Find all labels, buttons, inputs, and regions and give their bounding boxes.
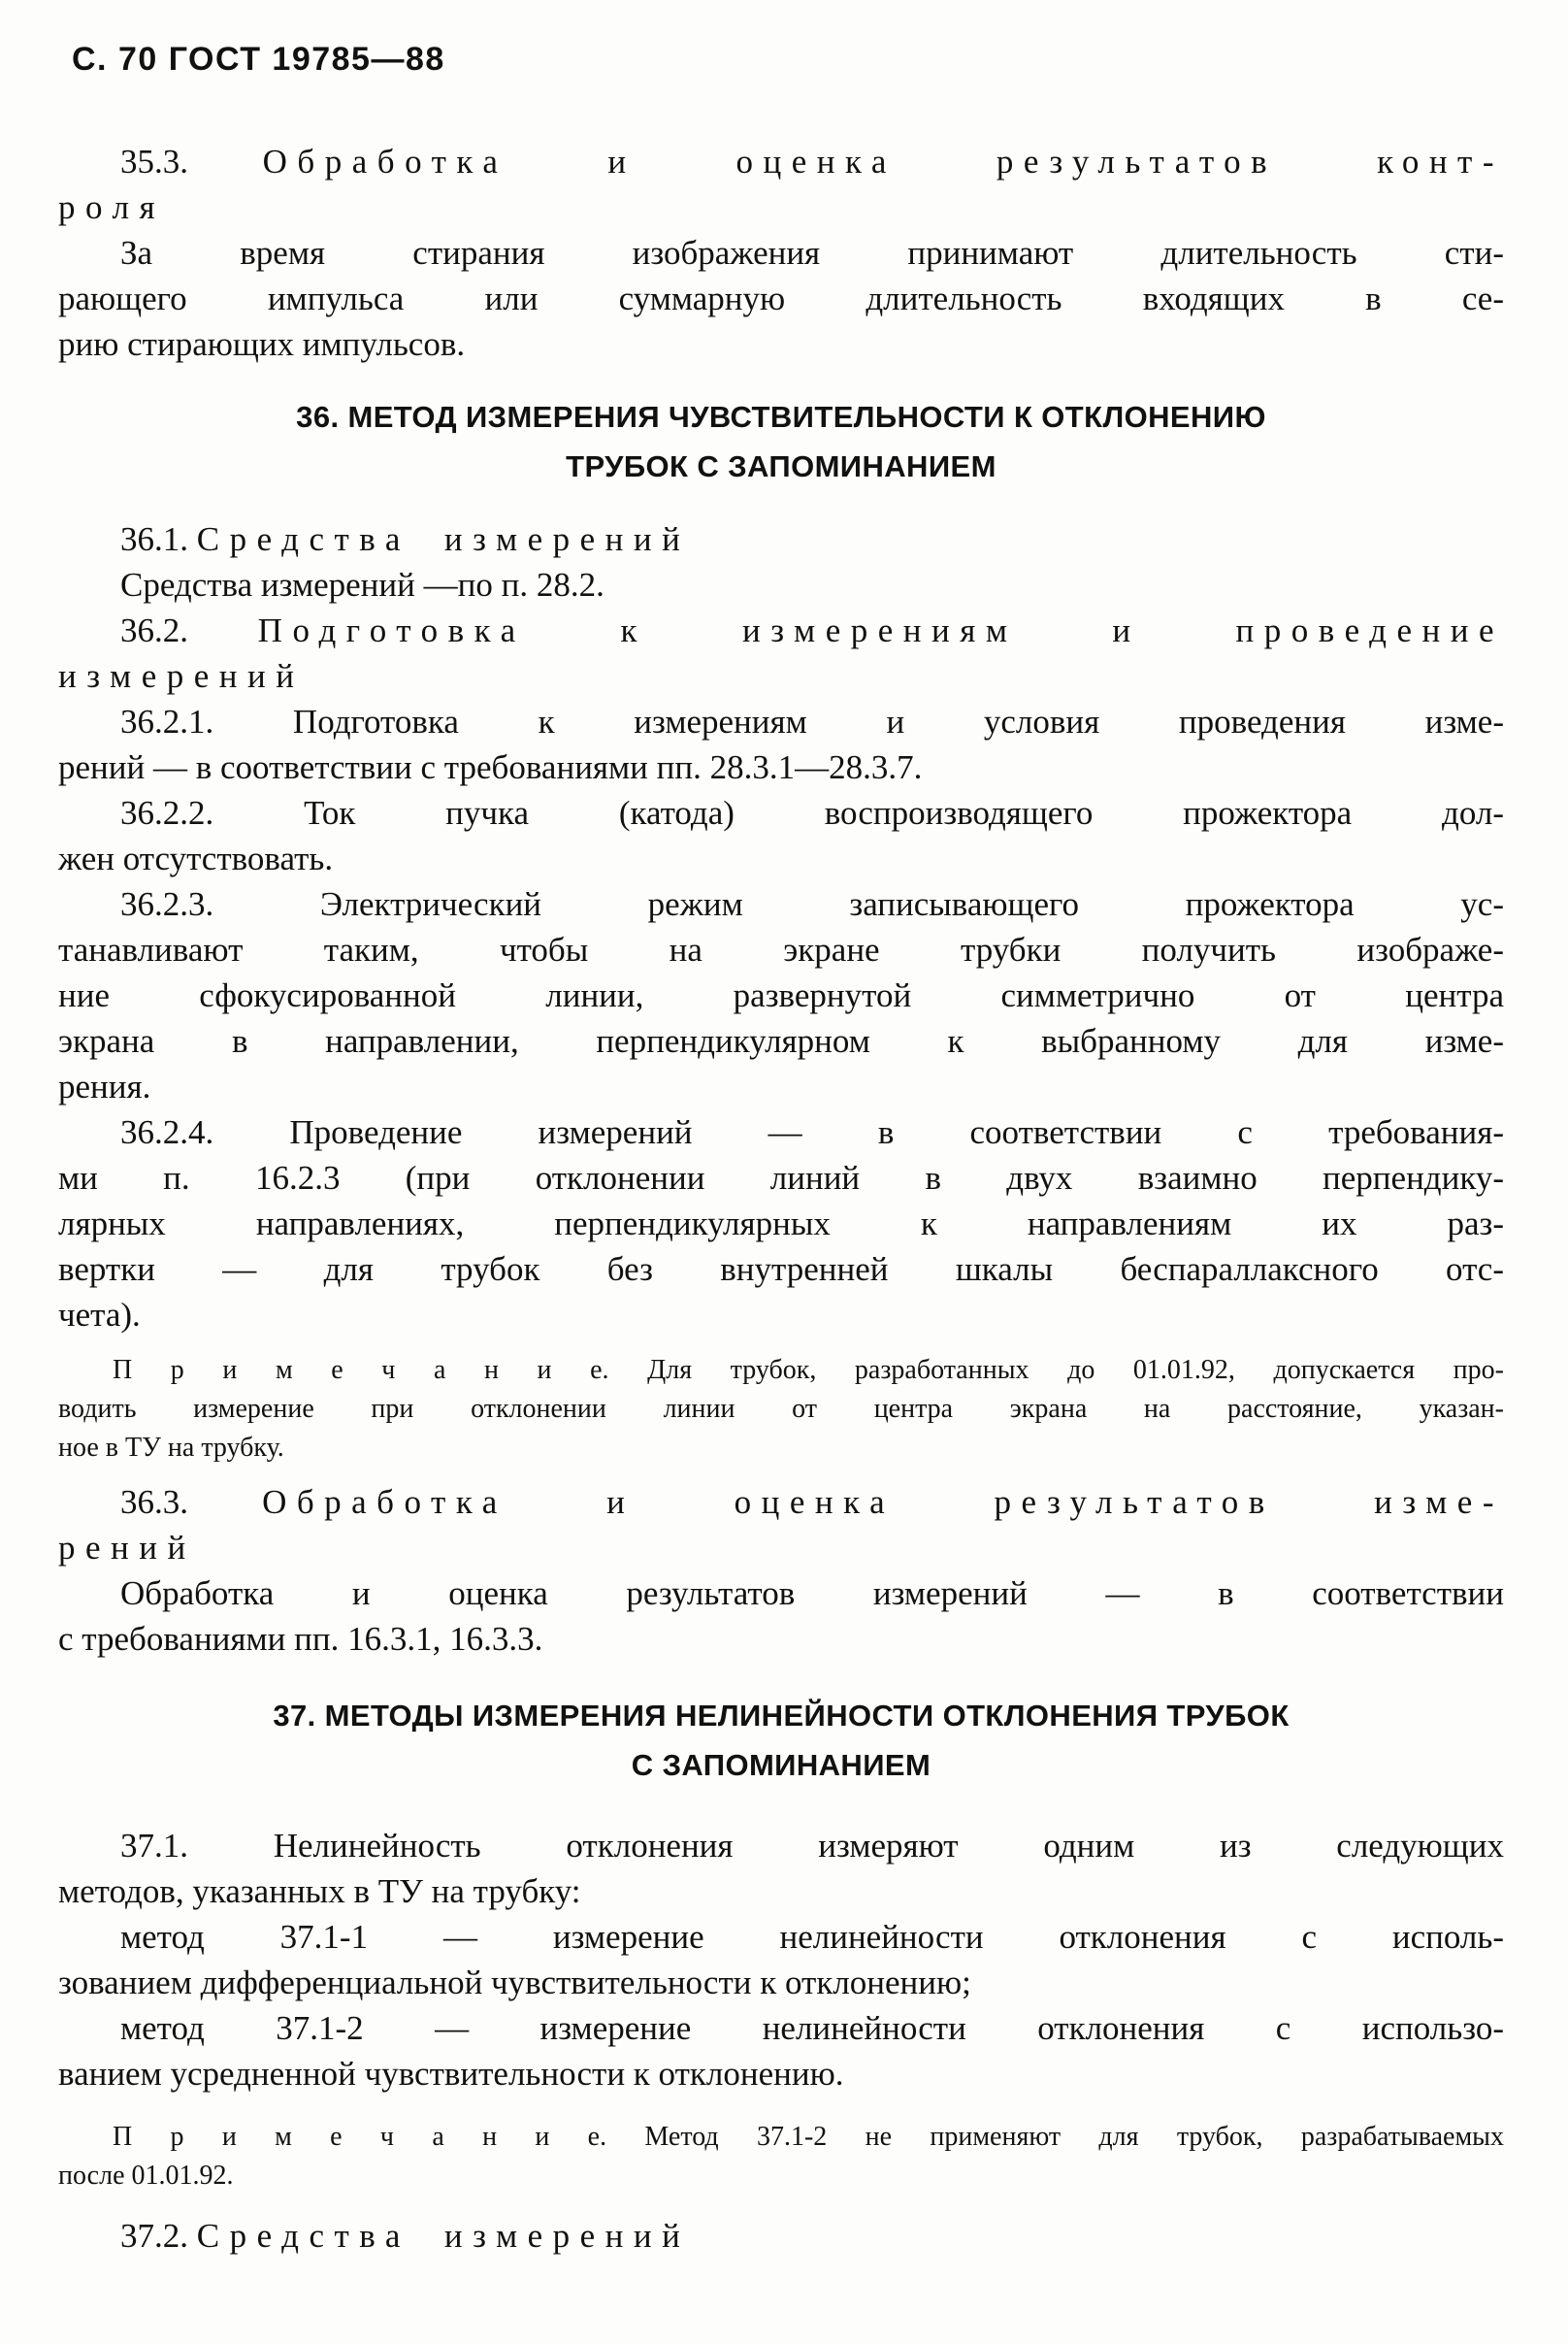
text-line: ное в ТУ на трубку. xyxy=(58,1433,284,1463)
note-1 xyxy=(58,1351,1504,1468)
clause-number: 36.2. xyxy=(120,611,188,649)
page-header xyxy=(58,41,1504,79)
text-line: Обработка и оценка результатов измерений — в соответствии xyxy=(120,1574,1504,1612)
clause-title-text: рений xyxy=(58,1529,196,1567)
text-line xyxy=(58,1525,1504,1570)
clause-title-text: Обработка и оценка результатов конт- xyxy=(262,143,1505,181)
text-line xyxy=(58,184,1504,230)
text-line: жен отсутствовать. xyxy=(58,840,334,877)
text-line: За время стирания изображения принимают длительность сти- xyxy=(120,234,1504,272)
text-line: рений — в соответствии с требованиями пп. 28.3.1—28.3.7. xyxy=(58,748,923,786)
note-2 xyxy=(58,2118,1504,2195)
clause-title-text: измерений xyxy=(58,657,305,695)
paragraph-36-2-2 xyxy=(58,790,1504,881)
paragraph-36-3 xyxy=(58,1570,1504,1662)
paragraph-36-2-4 xyxy=(58,1109,1504,1337)
section-heading-line: 36. МЕТОД ИЗМЕРЕНИЯ ЧУВСТВИТЕЛЬНОСТИ К ОТКЛОНЕНИЮ xyxy=(296,400,1266,434)
text-line xyxy=(58,1479,1504,1525)
text-line xyxy=(58,516,1504,562)
text-line: чета). xyxy=(58,1296,141,1334)
text-line: танавливают таким, чтобы на экране трубки получить изображе- xyxy=(58,931,1504,969)
clause-heading-36-3 xyxy=(58,1479,1504,1570)
clause-number: 35.3. xyxy=(120,143,188,181)
text-line: рающего импульса или суммарную длительность входящих в се- xyxy=(58,280,1504,317)
section-heading-line: ТРУБОК С ЗАПОМИНАНИЕМ xyxy=(566,449,996,483)
clause-heading-36-2 xyxy=(58,608,1504,699)
paragraph-method-37-1-1 xyxy=(58,1914,1504,2005)
text-line: рения. xyxy=(58,1068,151,1106)
clause-number: 36.3. xyxy=(120,1483,188,1521)
text-line: экрана в направлении, перпендикулярном к выбранному для изме- xyxy=(58,1022,1504,1060)
page-header-text: С. 70 ГОСТ 19785—88 xyxy=(72,41,445,78)
text-line: метод 37.1-1 — измерение нелинейности отклонения с исполь- xyxy=(120,1918,1504,1956)
paragraph-36-2-3 xyxy=(58,881,1504,1109)
clause-title-text: Обработка и оценка результатов изме- xyxy=(262,1483,1504,1521)
section-heading-37 xyxy=(58,1691,1504,1790)
text-line: вертки — для трубок без внутренней шкалы беспараллаксного отс- xyxy=(58,1250,1504,1288)
paragraph-36-1 xyxy=(58,562,1504,608)
text-line: методов, указанных в ТУ на трубку: xyxy=(58,1872,581,1910)
paragraph-36-2-1 xyxy=(58,699,1504,790)
clause-heading-36-1 xyxy=(58,516,1504,562)
text-line: 36.2.2. Ток пучка (катода) воспроизводящего прожектора дол- xyxy=(120,794,1504,832)
clause-title-text: роля xyxy=(58,188,166,226)
text-line: водить измерение при отклонении линии от центра экрана на расстояние, указан- xyxy=(58,1394,1504,1424)
clause-heading-35-3 xyxy=(58,139,1504,230)
text-line xyxy=(58,2213,1504,2259)
text-line: с требованиями пп. 16.3.1, 16.3.3. xyxy=(58,1620,543,1658)
text-line xyxy=(58,608,1504,653)
text-line: Средства измерений —по п. 28.2. xyxy=(120,566,604,604)
text-line: ванием усредненной чувствительности к отклонению. xyxy=(58,2055,844,2093)
text-line: 36.2.1. Подготовка к измерениям и условия проведения изме- xyxy=(120,703,1504,741)
section-heading-36 xyxy=(58,392,1504,491)
text-line xyxy=(58,653,1504,699)
text-line: после 01.01.92. xyxy=(58,2161,234,2191)
clause-heading-37-2 xyxy=(58,2213,1504,2259)
paragraph-37-1 xyxy=(58,1823,1504,1914)
text-line: лярных направлениях, перпендикулярных к направлениям их раз- xyxy=(58,1205,1504,1242)
document-body xyxy=(58,139,1504,2259)
clause-title-text: Подготовка к измерениям и проведение xyxy=(257,611,1504,649)
text-line xyxy=(58,139,1504,184)
paragraph-method-37-1-2 xyxy=(58,2005,1504,2096)
section-heading-line: 37. МЕТОДЫ ИЗМЕРЕНИЯ НЕЛИНЕЙНОСТИ ОТКЛОНЕНИЯ ТРУБОК xyxy=(273,1699,1290,1733)
text-line: ние сфокусированной линии, развернутой симметрично от центра xyxy=(58,976,1504,1014)
text-line: ми п. 16.2.3 (при отклонении линий в двух взаимно перпендику- xyxy=(58,1159,1504,1197)
text-line: метод 37.1-2 — измерение нелинейности отклонения с использо- xyxy=(120,2009,1504,2047)
text-line: рию стирающих импульсов. xyxy=(58,325,466,363)
paragraph-35-3 xyxy=(58,230,1504,367)
text-line: 36.2.4. Проведение измерений — в соответствии с требования- xyxy=(120,1113,1504,1151)
clause-title-text: Средства измерений xyxy=(196,2217,691,2255)
text-line: П р и м е ч а н и е. Метод 37.1-2 не применяют для трубок, разрабатываемых xyxy=(113,2122,1504,2152)
clause-number: 36.1. xyxy=(120,520,188,558)
clause-number: 37.2. xyxy=(120,2217,188,2255)
text-line: зованием дифференциальной чувствительности к отклонению; xyxy=(58,1964,971,2001)
text-line: П р и м е ч а н и е. Для трубок, разработанных до 01.01.92, допускается про- xyxy=(113,1355,1504,1385)
text-line: 36.2.3. Электрический режим записывающего прожектора ус- xyxy=(120,885,1504,923)
text-line: 37.1. Нелинейность отклонения измеряют одним из следующих xyxy=(120,1827,1504,1865)
clause-title-text: Средства измерений xyxy=(196,520,691,558)
section-heading-line: С ЗАПОМИНАНИЕМ xyxy=(631,1748,931,1782)
